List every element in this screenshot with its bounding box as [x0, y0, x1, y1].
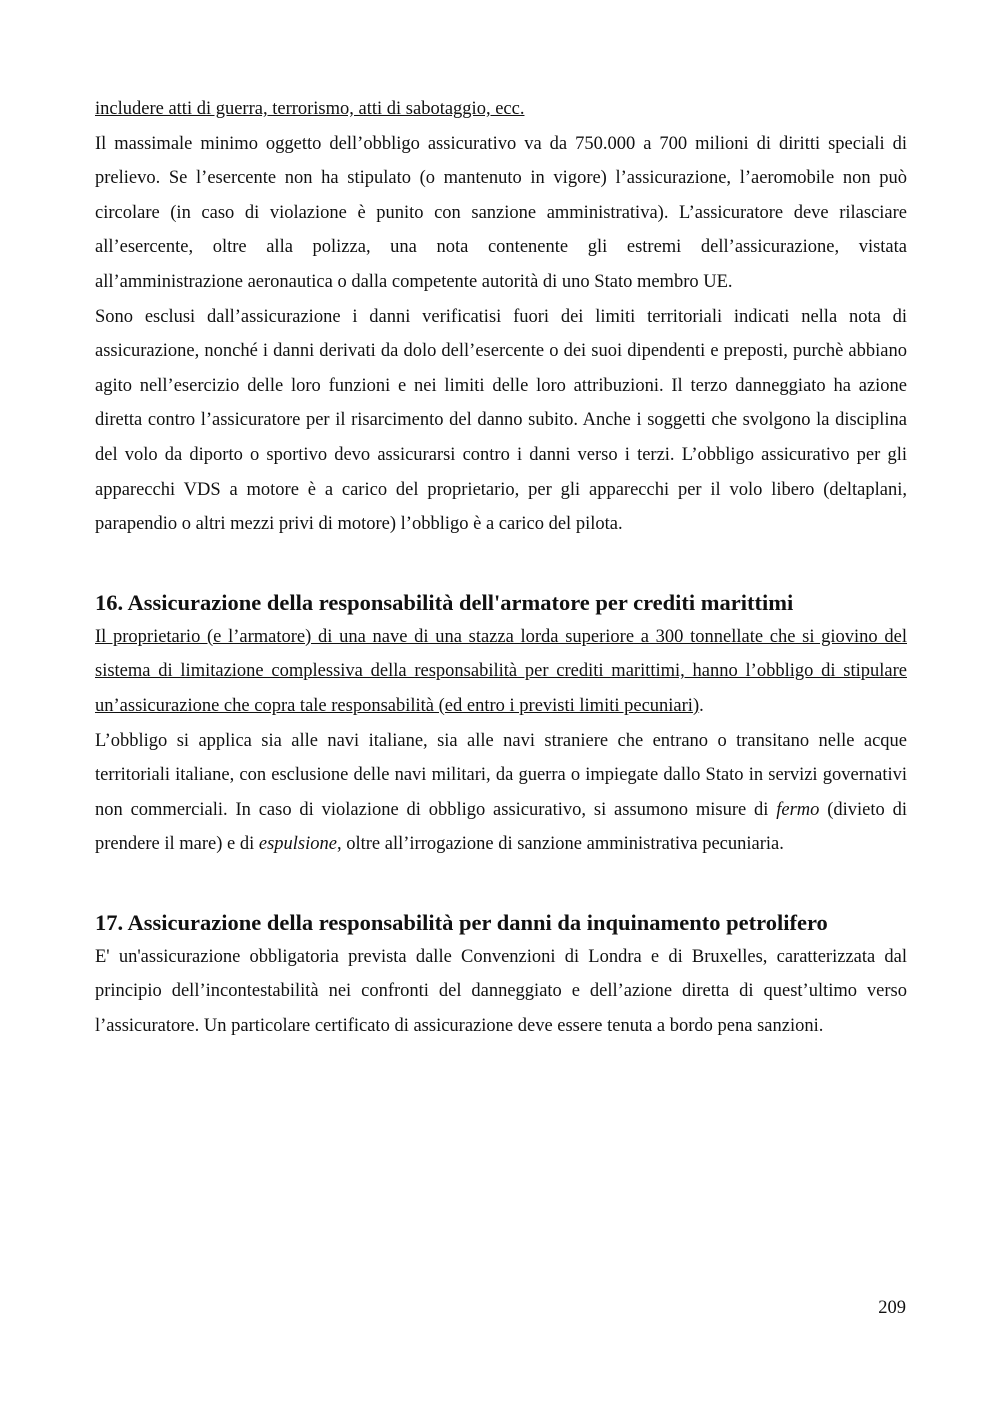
text-run: , oltre all’irrogazione di sanzione amministrativa pecuniaria. [336, 834, 784, 855]
page-body [95, 92, 907, 1044]
page-number: 209 [878, 1298, 906, 1318]
italic-term-fermo: fermo [776, 799, 820, 820]
underlined-text: includere atti di guerra, terrorismo, atti di sabotaggio, ecc. [95, 99, 525, 119]
text-run: (divieto di prendere il mare) e di [95, 799, 907, 855]
underlined-text: Il proprietario (e l’armatore) di una nave di una stazza lorda superiore a 300 tonnellate che si giovino del sistema di limitazione complessiva della responsabilità per crediti marittimi, hanno l’obbligo di stipulare un’assicurazione che copra tale responsabilità (ed entro i previsti limiti pecuniari) [95, 626, 907, 716]
section-17-heading: 17. Assicurazione della responsabilità per danni da inquinamento petrolifero [95, 909, 828, 935]
text-run: L’obbligo si applica sia alle navi italiane, sia alle navi straniere che entrano o transitano nelle acque territoriali italiane, con esclusione delle navi militari, da guerra o impiegate dallo Stato in servizi governativi non commerciali. In caso di violazione di obbligo assicurativo, si assumono misure di [95, 730, 907, 820]
paragraph-end: . [699, 695, 704, 716]
section-16-paragraph-1 [95, 620, 907, 724]
intro-underlined-line [95, 92, 907, 127]
section-16-paragraph-2 [95, 724, 907, 862]
intro-paragraph-2: Sono esclusi dall’assicurazione i danni verificatisi fuori dei limiti territoriali indicati nella nota di assicurazione, nonché i danni derivati da dolo dell’esercente o dei suoi dipendenti e preposti, purchè abbiano agito nell’esercizio delle loro funzioni e nei limiti delle loro attribuzioni. Il terzo danneggiato ha azione diretta contro l’assicuratore per il risarcimento del danno subito. Anche i soggetti che svolgono la disciplina del volo da diporto o sportivo devo assicurarsi contro i danni verso i terzi. L’obbligo assicurativo per gli apparecchi VDS a motore è a carico del proprietario, per gli apparecchi per il volo libero (deltaplani, parapendio o altri mezzi privi di motore) l’obbligo è a carico del pilota. [95, 306, 907, 535]
section-17-paragraph-1: E' un'assicurazione obbligatoria prevista dalle Convenzioni di Londra e di Bruxelles, caratterizzata dal principio dell’incontestabilità nei confronti del danneggiato e dell’azione diretta di quest’ultimo verso l’assicuratore. Un particolare certificato di assicurazione deve essere tenuta a bordo pena sanzioni. [95, 946, 907, 1037]
section-16-heading: 16. Assicurazione della responsabilità dell'armatore per crediti marittimi [95, 589, 794, 615]
italic-term-espulsione: espulsione [258, 834, 337, 855]
intro-paragraph-1: Il massimale minimo oggetto dell’obbligo assicurativo va da 750.000 a 700 milioni di diritti speciali di prelievo. Se l’esercente non ha stipulato (o mantenuto in vigore) l’assicurazione, l’aeromobile non può circolare (in caso di violazione è punito con sanzione amministrativa). L’assicuratore deve rilasciare all’esercente, oltre alla polizza, una nota contenente gli estremi dell’assicurazione, vistata all’amministrazione aeronautica o dalla competente autorità di uno Stato membro UE. [95, 133, 907, 292]
